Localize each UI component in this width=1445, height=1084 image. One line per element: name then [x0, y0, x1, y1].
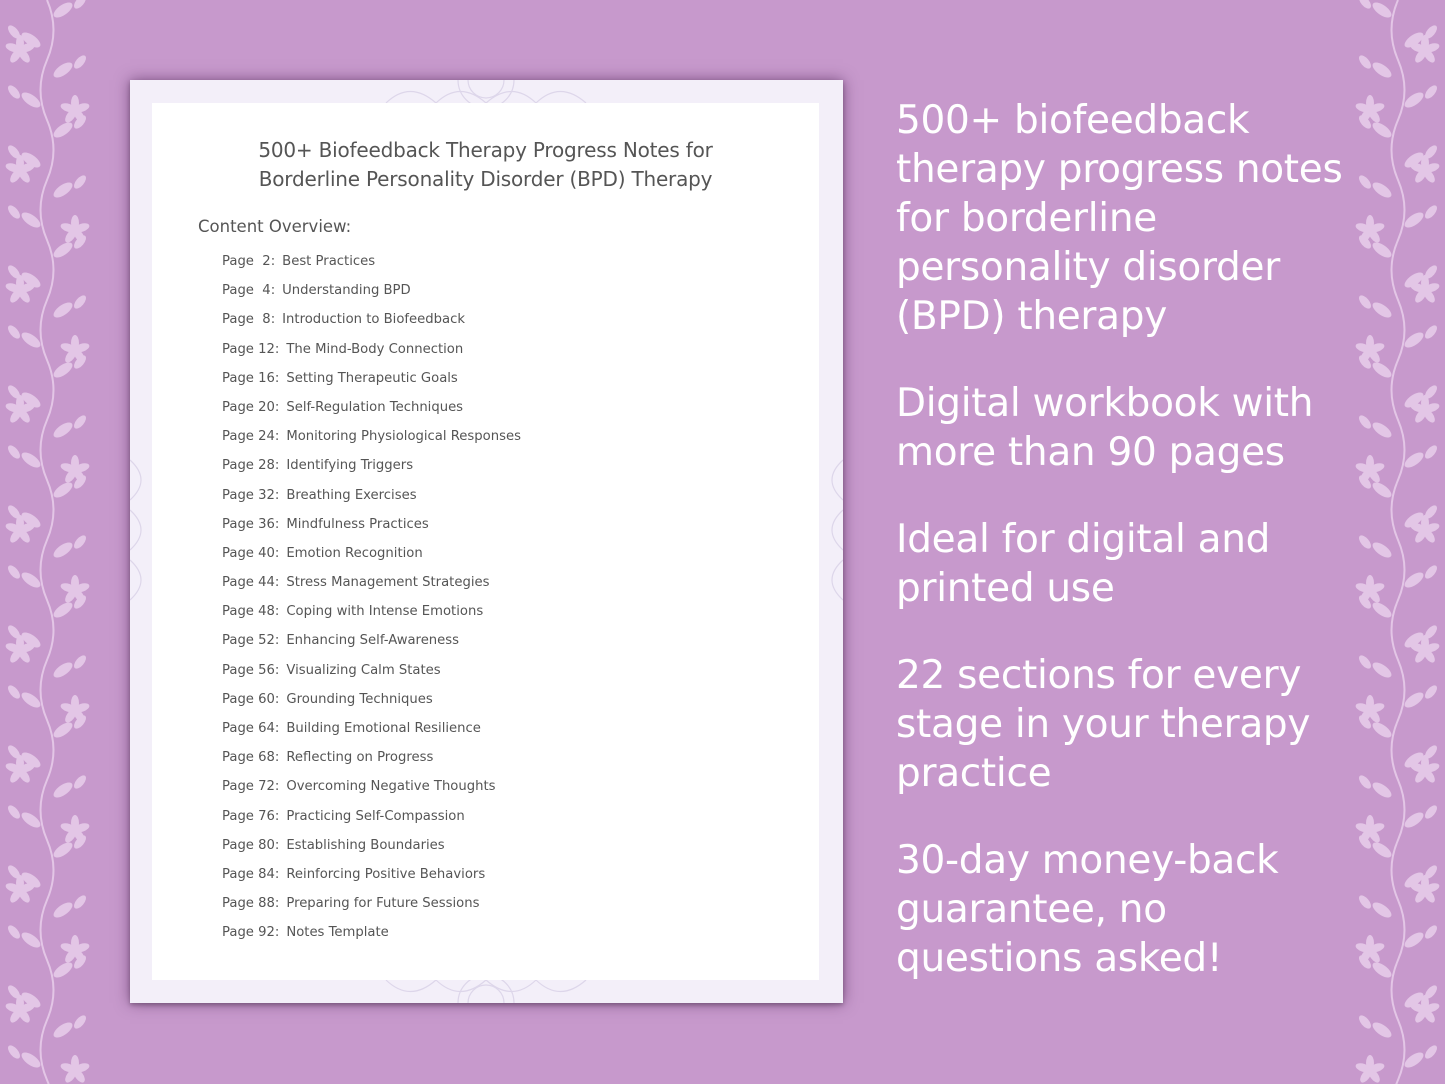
- toc-title: Identifying Triggers: [286, 458, 414, 474]
- toc-title: Building Emotional Resilience: [286, 721, 481, 736]
- toc-item: [222, 458, 521, 487]
- toc-page-number: Page 8:: [222, 312, 276, 328]
- toc-page-number: Page 64:: [222, 721, 280, 736]
- toc-page-number: Page 28:: [222, 458, 280, 474]
- toc-item: [222, 429, 521, 458]
- toc-page-number: Page 40:: [222, 545, 280, 561]
- toc-title: Setting Therapeutic Goals: [286, 370, 458, 386]
- toc-item: [222, 488, 521, 517]
- toc-item: [222, 575, 521, 604]
- toc-item: [222, 400, 521, 429]
- toc-title: Coping with Intense Emotions: [286, 604, 484, 620]
- toc-item: [222, 254, 521, 283]
- toc-title: Grounding Techniques: [286, 691, 433, 707]
- toc-page-number: Page 24:: [222, 429, 280, 445]
- document-title-line: 500+ Biofeedback Therapy Progress Notes for: [258, 138, 713, 162]
- feature-text: 500+ biofeedback therapy progress notes for borderline personality disorder (BPD) therapy: [896, 98, 1343, 339]
- toc-item: [222, 633, 521, 662]
- toc-title: Practicing Self-Compassion: [286, 808, 465, 824]
- toc-page-number: Page 36:: [222, 516, 280, 532]
- toc-item: [222, 312, 521, 341]
- feature-list: [896, 96, 1351, 1021]
- toc-item: [222, 867, 521, 896]
- toc-title: Emotion Recognition: [286, 545, 423, 561]
- toc-title: Reflecting on Progress: [286, 750, 434, 766]
- toc-page-number: Page 48:: [222, 604, 280, 620]
- toc-page-number: Page 12:: [222, 341, 280, 357]
- toc-title: Preparing for Future Sessions: [286, 896, 480, 912]
- toc-title: Mindfulness Practices: [286, 516, 429, 532]
- toc-item: [222, 604, 521, 633]
- toc-title: Understanding BPD: [282, 283, 411, 299]
- toc-title: Self-Regulation Techniques: [286, 399, 464, 415]
- toc-title: Establishing Boundaries: [286, 837, 445, 853]
- toc-item: [222, 838, 521, 867]
- document-title-line: Borderline Personality Disorder (BPD) Therapy: [258, 167, 713, 191]
- toc-item: [222, 342, 521, 371]
- toc-item: [222, 517, 521, 546]
- table-of-contents: [222, 254, 521, 955]
- toc-page-number: Page 68:: [222, 750, 280, 766]
- content-overview-heading: Content Overview:: [198, 217, 352, 236]
- floral-vine-icon: [0, 0, 95, 1084]
- toc-item: [222, 896, 521, 925]
- toc-title: Best Practices: [282, 254, 376, 269]
- toc-title: Breathing Exercises: [286, 487, 417, 503]
- toc-item: [222, 809, 521, 838]
- feature-text: 22 sections for every stage in your therapy practice: [896, 653, 1311, 796]
- toc-page-number: Page 80:: [222, 837, 280, 853]
- toc-item: [222, 283, 521, 312]
- toc-title: Visualizing Calm States: [286, 662, 441, 678]
- toc-item: [222, 692, 521, 721]
- toc-page-number: Page 44:: [222, 575, 280, 591]
- toc-item: [222, 546, 521, 575]
- toc-page-number: Page 88:: [222, 896, 280, 912]
- toc-title: Reinforcing Positive Behaviors: [286, 866, 486, 882]
- toc-title: Notes Template: [286, 925, 389, 941]
- toc-item: [222, 750, 521, 779]
- toc-page-number: Page 32:: [222, 487, 280, 503]
- toc-title: Monitoring Physiological Responses: [286, 429, 521, 445]
- toc-item: [222, 925, 521, 954]
- right-floral-vine: [1350, 0, 1445, 1084]
- left-floral-vine: [0, 0, 95, 1084]
- toc-item: [222, 779, 521, 808]
- toc-title: Overcoming Negative Thoughts: [286, 779, 496, 795]
- toc-page-number: Page 60:: [222, 691, 280, 707]
- toc-item: [222, 371, 521, 400]
- toc-page-number: Page 56:: [222, 662, 280, 678]
- feature-text: Digital workbook with more than 90 pages: [896, 381, 1314, 475]
- toc-page-number: Page 2:: [222, 254, 276, 269]
- toc-title: Stress Management Strategies: [286, 575, 490, 591]
- document-preview: [130, 80, 843, 1003]
- toc-page-number: Page 20:: [222, 399, 280, 415]
- toc-item: [222, 721, 521, 750]
- toc-title: The Mind-Body Connection: [286, 341, 464, 357]
- toc-title: Enhancing Self-Awareness: [286, 633, 460, 649]
- document-title: [152, 136, 819, 194]
- toc-page-number: Page 92:: [222, 925, 280, 941]
- toc-item: [222, 663, 521, 692]
- toc-page-number: Page 84:: [222, 866, 280, 882]
- toc-page-number: Page 4:: [222, 283, 276, 299]
- toc-page-number: Page 52:: [222, 633, 280, 649]
- toc-page-number: Page 16:: [222, 370, 280, 386]
- toc-title: Introduction to Biofeedback: [282, 312, 465, 328]
- toc-page-number: Page 72:: [222, 779, 280, 795]
- floral-vine-icon: [1350, 0, 1445, 1084]
- feature-text: 30-day money-back guarantee, no questions asked!: [896, 838, 1279, 981]
- document-page: [152, 103, 819, 980]
- toc-page-number: Page 76:: [222, 808, 280, 824]
- feature-text: Ideal for digital and printed use: [896, 517, 1271, 611]
